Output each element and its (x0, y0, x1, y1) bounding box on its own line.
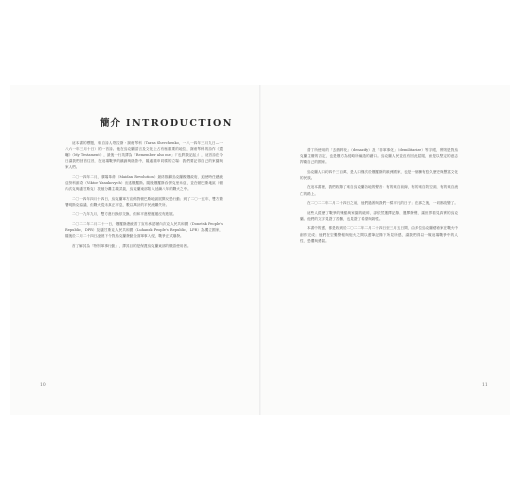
paragraph: 在二〇二二年二月二十四日之前，他們過著與我們一樣平凡的日子；在那之後，一切都改變了。 (307, 201, 458, 206)
page-number-right: 11 (482, 383, 488, 388)
left-page (10, 85, 260, 415)
paragraph: 二〇二二年二月二十一日，俄羅斯總統普丁宣布承認頓內次克人民共和國（Donetsk People's Republic，DPR）及盧甘斯克人民共和國（Luhansk People's Republic，LPR）為獨立國家，隨後於二月二十四日凌晨下令對烏克蘭發動全面軍事入侵，戰爭正式爆發。 (65, 222, 223, 239)
heading-zh: 簡介 (100, 118, 122, 129)
paragraph: 本書中的畫，都是收到於二〇二二年二月二十四日至三月五日間，由多位烏克蘭藝術家在戰火中創作完成；他們在空襲警報與炮火之間以畫筆記錄下所見所感，讓我們得以一窺這場戰爭中的人性、恐懼與勇氣。 (300, 226, 458, 243)
left-body-text (65, 140, 223, 252)
paragraph: 二〇一四年四月十四日，烏克蘭軍方宣佈對頓巴斯地區展開反恐行動；到了二〇一五年，雙方簽署明斯克協議，但戰火從未真正平息，數以萬計的平民流離失所。 (65, 196, 223, 207)
paragraph: 二〇一九年九月，雙方進行換俘交換，但和平進程遲遲沒有進展。 (72, 212, 177, 217)
paragraph: 在這本書裡，我們收錄了來自烏克蘭各地的聲音：有的來自前線，有的來自防空洞，有的來自流亡的路上。 (300, 185, 458, 196)
paragraph: 這些人經歷了戰爭的殘酷與家園的破碎，卻依然選擇記錄、選擇發聲，讓世界看見真實的烏克蘭。他們的文字見證了苦難，也見證了希望與韌性。 (300, 210, 458, 221)
right-body-text (300, 147, 458, 247)
heading-en: INTRODUCTION (126, 118, 233, 129)
paragraph: 二〇一四年二月，廣場革命（Maidan Revolution）最終推翻烏克蘭親俄政府，迫使時任總統亞努科維奇（Viktor Yanukovych）出逃俄羅斯。隨後俄羅斯吞併克里米亞，並在頓巴斯地區（頓內次克與盧甘斯克）扶植分離主義武裝，烏克蘭東部陷入延續八年的戰火之中。 (65, 174, 223, 192)
book-spread (10, 85, 510, 415)
page-number-left: 10 (40, 383, 46, 388)
paragraph: 這本書的標題，來自詩人塔拉斯・謝甫琴科（Taras Shevchenko，一八一四年三月九日—一八六一年三月十日）的一首詩。他在烏克蘭語言及文化上占有極重要的地位，謝甫琴科的詩作《遺囑》（My Testament），最後一行英譯為「Remember also me」（「也將我記起」），這首詩在今日讓我們回首往昔，在這場戰爭的鐵蹄與陰影中，隨處重申同樣的立場：我們要記得自己的家園與家人們。 (65, 141, 223, 170)
paragraph: 普丁所使用的「去納粹化」（denazify）及「非軍事化」（demilitarize）等字眼，實則是對烏克蘭主權的否定，也是俄方為侵略所編造的藉口。烏克蘭人民並沒有因此屈服，而是以堅定的意志捍衛自己的國家。 (300, 148, 458, 165)
paragraph: 首了解其為「特別軍事行動」，譯其目的是保護烏克蘭東部的俄語使用者。 (72, 243, 191, 248)
section-heading (100, 115, 233, 129)
right-page (260, 85, 510, 415)
paragraph: 烏克蘭人口約四千三百萬，是人口僅次於俄羅斯的歐洲國家，也是一個擁有悠久歷史與豐富文化的民族。 (300, 169, 458, 180)
